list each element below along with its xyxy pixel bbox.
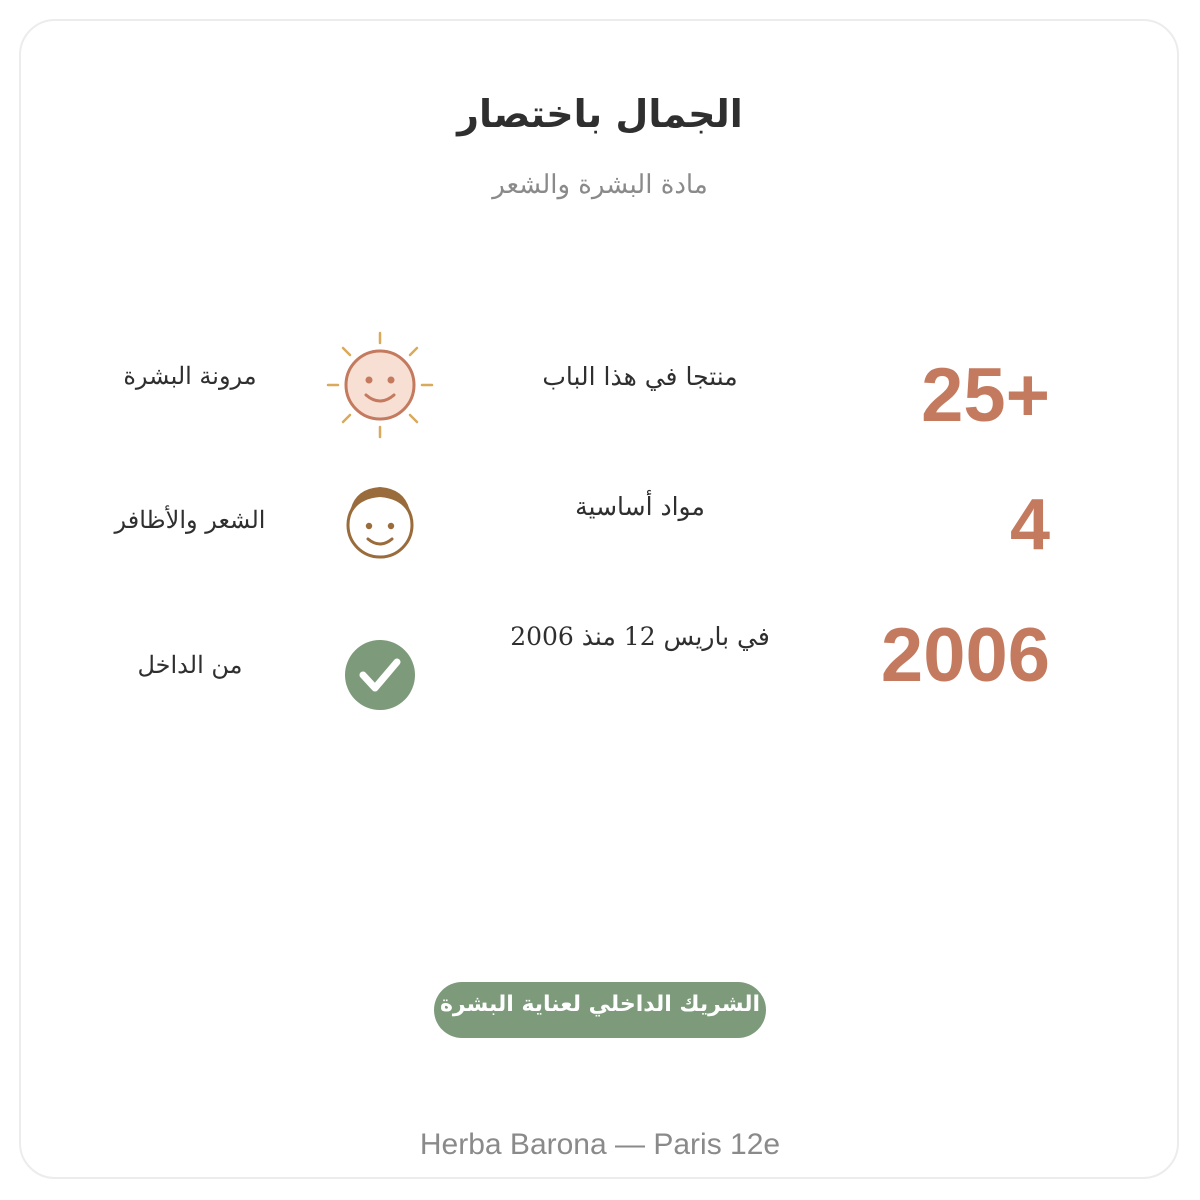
feature-label-hair-nails: الشعر والأظافر: [114, 506, 266, 534]
page-title: الجمال باختصار: [457, 92, 743, 136]
sun-face-icon: [320, 325, 440, 445]
stat-number-year: 2006: [880, 613, 1050, 698]
hair-face-icon: [320, 465, 440, 585]
footer-brand: Herba Barona — Paris 12e: [419, 1128, 781, 1161]
stat-number-materials: 4: [1009, 485, 1050, 565]
checkmark-circle-icon: [320, 615, 440, 735]
stat-label-year: في باريس 12 منذ 2006: [510, 622, 770, 651]
feature-label-from-inside: من الداخل: [137, 651, 243, 679]
feature-label-skin-elasticity: مرونة البشرة: [123, 362, 257, 390]
stat-label-materials: مواد أساسية: [575, 492, 705, 521]
page-subtitle: مادة البشرة والشعر: [492, 170, 708, 200]
stat-number-products: 25+: [921, 353, 1050, 438]
partner-badge: الشريك الداخلي لعناية البشرة: [434, 982, 766, 1038]
stat-label-products: منتجا في هذا الباب: [542, 362, 738, 391]
